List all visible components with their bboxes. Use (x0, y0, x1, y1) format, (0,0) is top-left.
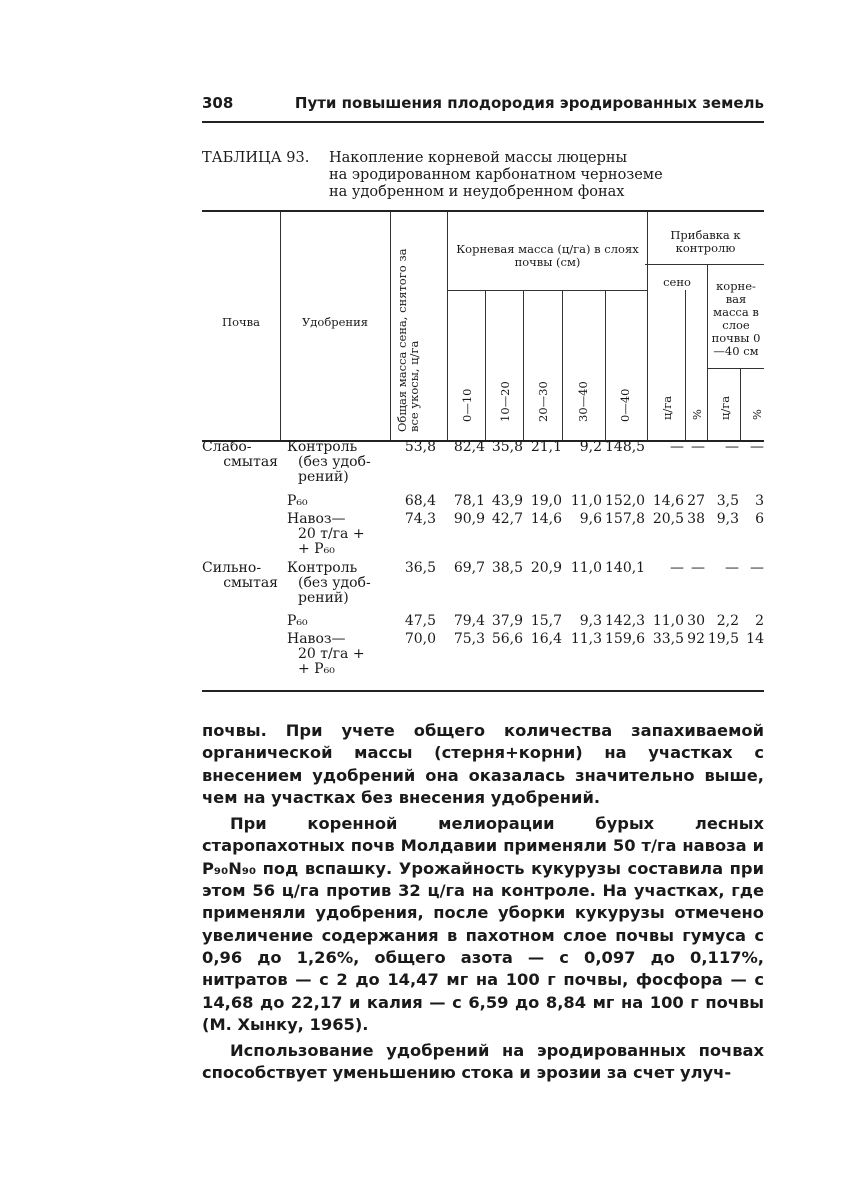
row-3-fert-line-3: + P₆₀ (298, 541, 335, 557)
col-header-layer-5: 0—40 (618, 388, 632, 422)
row-4-cell-7: — (670, 560, 684, 576)
row-3-cell-9: 9,3 (716, 511, 739, 527)
header-rule (202, 121, 764, 123)
col-header-root-cg: ц/га (718, 395, 732, 420)
row-1-cell-4: 21,1 (530, 439, 562, 455)
row-3-cell-3: 42,7 (491, 511, 523, 527)
row-3-cell-5: 9,6 (579, 511, 602, 527)
row-6-cell-8: 92 (687, 631, 705, 647)
row-1-fert-line-3: рений) (298, 469, 349, 485)
page-number: 308 (202, 94, 234, 112)
row-4-fert-line-3: рений) (298, 590, 349, 606)
rule-root-layer (707, 368, 764, 369)
row-6-cell-7: 33,5 (652, 631, 684, 647)
row-6-cell-2: 75,3 (453, 631, 485, 647)
row-1-cell-5: 9,2 (579, 439, 602, 455)
vrule-2 (390, 212, 391, 440)
row-6-fert-line-2: 20 т/га + (298, 646, 365, 662)
row-1-fert-line-1: Контроль (287, 439, 358, 455)
row-4-cell-5: 11,0 (570, 560, 602, 576)
col-header-layer-2: 10—20 (498, 381, 512, 422)
row-4-cell-2: 69,7 (453, 560, 485, 576)
col-header-layer-1: 0—10 (460, 388, 474, 422)
row-3-cell-10: 6 (755, 511, 764, 527)
table-bottom-rule (202, 690, 764, 692)
col-header-hay-total: Общая масса сена, снятого за все укосы, ц/га (395, 248, 421, 432)
row-1-cell-6: 148,5 (605, 439, 646, 455)
row-3-cell-1: 74,3 (404, 511, 436, 527)
row-3-fert-line-2: 20 т/га + (298, 526, 365, 542)
row-5-cell-3: 37,9 (491, 613, 523, 629)
col-header-layer-4: 30—40 (576, 381, 590, 422)
row-6-cell-9: 19,5 (707, 631, 739, 647)
row-3-fert-line-1: Навоз— (287, 511, 346, 527)
row-2-fert-line-1: P₆₀ (287, 493, 308, 509)
col-header-root-layer: корне- вая масса в слое почвы 0—40 см (711, 279, 761, 358)
rule-layers (447, 290, 647, 291)
row-5-cell-2: 79,4 (453, 613, 485, 629)
row-5-cell-6: 142,3 (605, 613, 646, 629)
row-3-cell-4: 14,6 (530, 511, 562, 527)
vrule-4 (485, 290, 486, 440)
vrule-6 (562, 290, 563, 440)
row-4-cell-9: — (725, 560, 739, 576)
row-1-cell-10: — (750, 439, 764, 455)
row-6-fert-line-3: + P₆₀ (298, 661, 335, 677)
row-4-cell-8: — (691, 560, 705, 576)
paragraph-3: Использование удобрений на эродированных почвах способствует уменьшению стока и эрозии за счет улуч- (202, 1041, 764, 1083)
row-5-cell-10: 2 (755, 613, 764, 629)
row-1-soil-line-1: Слабо- (202, 439, 252, 455)
row-2-cell-2: 78,1 (453, 493, 485, 509)
row-2-cell-5: 11,0 (570, 493, 602, 509)
row-4-cell-1: 36,5 (404, 560, 436, 576)
col-header-hay: сено (663, 275, 691, 289)
row-3-cell-6: 157,8 (605, 511, 646, 527)
row-1-cell-3: 35,8 (491, 439, 523, 455)
running-title: Пути повышения плодородия эродированных земель (294, 94, 764, 112)
col-header-root-pct: % (750, 409, 764, 420)
row-1-cell-9: — (725, 439, 739, 455)
row-6-cell-1: 70,0 (404, 631, 436, 647)
caption-line-1: Накопление корневой массы люцерны (329, 150, 628, 166)
row-4-fert-line-1: Контроль (287, 560, 358, 576)
col-header-increase: Прибавка к контролю (670, 228, 741, 255)
row-5-cell-5: 9,3 (579, 613, 602, 629)
row-6-cell-4: 16,4 (530, 631, 562, 647)
row-5-cell-9: 2,2 (716, 613, 739, 629)
paragraph-2: При коренной мелиорации бурых лесных старопахотных почв Молдавии применяли 50 т/га навоза и P₉₀N₉₀ под вспашку. Урожайность кукурузы составила при этом 56 ц/га против 32 ц/га на контроле. На участках, где применяли удобрения, после уборки кукурузы отмечено увеличение содержания в пахотном слое почвы гумуса с 0,96 до 1,26%, общего азота — с 0,097 до 0,117%, нитратов — с 2 до 14,47 мг на 100 г почвы, фосфора — с 14,68 до 22,17 и калия — с 6,59 до 8,84 мг на 100 г почвы (М. Хынку, 1965). (202, 814, 764, 1034)
row-6-cell-10: 14 (746, 631, 764, 647)
vrule-3 (447, 212, 448, 440)
row-1-cell-7: — (670, 439, 684, 455)
row-4-soil-line-1: Сильно- (202, 560, 262, 576)
vrule-9 (685, 290, 686, 440)
col-header-hay-cg: ц/га (660, 395, 674, 420)
row-1-cell-8: — (691, 439, 705, 455)
col-header-fert: Удобрения (302, 315, 368, 329)
row-2-cell-3: 43,9 (491, 493, 523, 509)
table-label: ТАБЛИЦА 93. (202, 150, 310, 166)
row-4-fert-line-2: (без удоб- (298, 575, 371, 591)
vrule-7 (605, 290, 606, 440)
row-1-fert-line-2: (без удоб- (298, 454, 371, 470)
caption-line-3: на удобренном и неудобренном фонах (329, 184, 625, 200)
vrule-11 (740, 368, 741, 440)
row-2-cell-1: 68,4 (404, 493, 436, 509)
row-2-cell-6: 152,0 (605, 493, 646, 509)
row-5-cell-8: 30 (687, 613, 705, 629)
row-4-cell-4: 20,9 (530, 560, 562, 576)
row-6-cell-3: 56,6 (491, 631, 523, 647)
paragraph-1: почвы. При учете общего количества запахиваемой органической массы (стерня+корни) на участках с внесением удобрений она оказалась значительно выше, чем на участках без внесения удобрений. (202, 721, 764, 807)
row-6-cell-6: 159,6 (605, 631, 646, 647)
row-4-cell-6: 140,1 (605, 560, 646, 576)
col-header-layer-3: 20—30 (536, 381, 550, 422)
row-5-cell-7: 11,0 (652, 613, 684, 629)
row-3-cell-8: 38 (687, 511, 705, 527)
row-1-cell-2: 82,4 (453, 439, 485, 455)
rule-increase (645, 264, 764, 265)
row-2-cell-8: 27 (687, 493, 705, 509)
row-1-soil-line-2: смытая (223, 454, 278, 470)
row-4-cell-3: 38,5 (491, 560, 523, 576)
caption-line-2: на эродированном карбонатном черноземе (329, 167, 663, 183)
col-header-root-mass: Корневая масса (ц/га) в слоях почвы (см) (456, 242, 639, 269)
row-6-fert-line-1: Навоз— (287, 631, 346, 647)
table-top-rule (202, 210, 764, 212)
row-5-cell-1: 47,5 (404, 613, 436, 629)
body-text (202, 720, 764, 1085)
row-4-cell-10: — (750, 560, 764, 576)
row-2-cell-9: 3,5 (716, 493, 739, 509)
row-5-cell-4: 15,7 (530, 613, 562, 629)
row-5-fert-line-1: P₆₀ (287, 613, 308, 629)
col-header-soil: Почва (222, 315, 260, 329)
row-2-cell-4: 19,0 (530, 493, 562, 509)
col-header-hay-pct: % (690, 409, 704, 420)
row-4-soil-line-2: смытая (223, 575, 278, 591)
row-6-cell-5: 11,3 (570, 631, 602, 647)
row-3-cell-7: 20,5 (652, 511, 684, 527)
vrule-5 (523, 290, 524, 440)
row-1-cell-1: 53,8 (404, 439, 436, 455)
row-2-cell-10: 3 (755, 493, 764, 509)
row-3-cell-2: 90,9 (453, 511, 485, 527)
row-2-cell-7: 14,6 (652, 493, 684, 509)
